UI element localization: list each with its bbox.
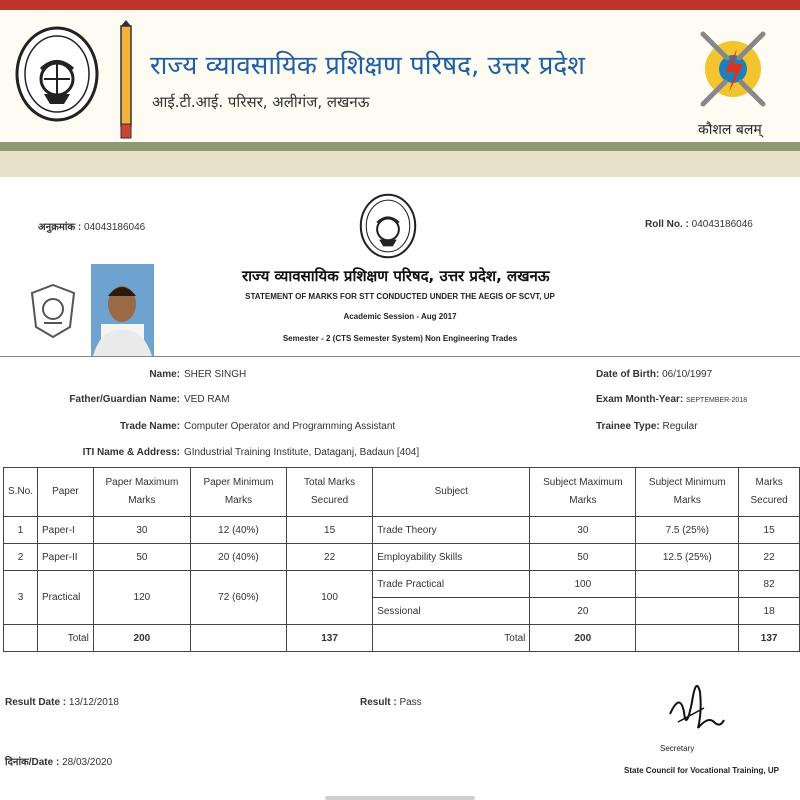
- total-marks-secured: 137: [739, 625, 800, 652]
- row-subject-max: 20: [530, 598, 636, 625]
- row-total: 15: [287, 517, 373, 544]
- col-subject-min-2: Marks: [673, 495, 701, 506]
- col-subject: Subject: [373, 468, 530, 517]
- col-total-2: Secured: [310, 495, 349, 506]
- result-label: Result :: [360, 697, 397, 708]
- total-label: Total: [38, 625, 94, 652]
- father-name: VED RAM: [184, 394, 230, 405]
- signatory-title: Secretary: [660, 744, 695, 753]
- org-title: राज्य व्यावसायिक प्रशिक्षण परिषद, उत्तर प्रदेश: [150, 51, 585, 81]
- header-tan-band: [0, 151, 800, 177]
- org-address: आई.टी.आई. परिसर, अलीगंज, लखनऊ: [152, 93, 370, 111]
- issue-date-label: दिनांक/Date :: [5, 757, 60, 768]
- roll-value: 04043186046: [691, 219, 753, 230]
- issue-date-value: 28/03/2020: [62, 757, 113, 768]
- row-subject-min: [636, 571, 739, 598]
- row-secured: 82: [739, 571, 800, 598]
- dob: [596, 369, 712, 380]
- col-paper-max-2: Marks: [128, 495, 156, 506]
- serial-number: [38, 219, 145, 233]
- result-status: [360, 697, 422, 708]
- exam-label: Exam Month-Year:: [596, 394, 684, 405]
- row-subject: Sessional: [373, 598, 530, 625]
- exam-month: [596, 394, 747, 405]
- council-name: State Council for Vocational Training, UP: [624, 766, 779, 775]
- student-name: SHER SINGH: [184, 369, 247, 380]
- col-subject-min-1: Subject Minimum: [648, 477, 726, 488]
- scrollbar[interactable]: [325, 796, 475, 800]
- total-label-2: Total: [373, 625, 530, 652]
- name-label: Name:: [149, 369, 180, 380]
- total-blank: [4, 625, 38, 652]
- serial-label: अनुक्रमांक :: [38, 222, 82, 233]
- totals-row: [4, 625, 800, 652]
- trainee-value: Regular: [662, 421, 698, 432]
- total-subject-max: 200: [530, 625, 636, 652]
- row-paper-min: 72 (60%): [190, 571, 286, 625]
- col-total: [287, 468, 373, 517]
- row-total: 100: [287, 571, 373, 625]
- iti-name: GIndustrial Training Institute, Dataganj, Badaun [404]: [184, 447, 420, 458]
- row-sno: 1: [4, 517, 38, 544]
- trainee-type: [596, 421, 698, 432]
- total-secured: 137: [287, 625, 373, 652]
- row-paper-min: 12 (40%): [190, 517, 286, 544]
- session-line: Academic Session - Aug 2017: [343, 312, 457, 321]
- row-secured: 15: [739, 517, 800, 544]
- row-subject: Trade Practical: [373, 571, 530, 598]
- col-marks-secured-1: Marks: [755, 477, 783, 488]
- serial-value: 04043186046: [84, 222, 146, 233]
- col-paper-min: [190, 468, 286, 517]
- col-paper-max: [93, 468, 190, 517]
- total-blank: [636, 625, 739, 652]
- semester-line: Semester - 2 (CTS Semester System) Non Engineering Trades: [282, 334, 518, 343]
- col-marks-secured: [739, 468, 800, 517]
- signature-image: [664, 672, 728, 738]
- roll-number: [645, 219, 753, 230]
- col-paper-max-1: Paper Maximum: [105, 477, 179, 488]
- trade-name: Computer Operator and Programming Assistant: [184, 421, 396, 432]
- result-date-value: 13/12/2018: [68, 697, 119, 708]
- col-subject-max: [530, 468, 636, 517]
- col-sno: S.No.: [4, 468, 38, 517]
- row-paper-min: 20 (40%): [190, 544, 286, 571]
- row-paper-max: 120: [93, 571, 190, 625]
- dob-value: 06/10/1997: [662, 369, 713, 380]
- row-sno: 2: [4, 544, 38, 571]
- row-paper-max: 30: [93, 517, 190, 544]
- row-subject-min: [636, 598, 739, 625]
- row-sno: 3: [4, 571, 38, 625]
- col-paper-min-2: Marks: [224, 495, 253, 506]
- total-paper-max: 200: [93, 625, 190, 652]
- exam-value: SEPTEMBER-2018: [686, 397, 748, 404]
- marks-table: [3, 467, 800, 652]
- iti-label: ITI Name & Address:: [82, 447, 180, 458]
- row-subject-max: 30: [530, 517, 636, 544]
- result-value: Pass: [399, 697, 422, 708]
- col-subject-max-2: Marks: [569, 495, 597, 506]
- row-total: 22: [287, 544, 373, 571]
- trainee-label: Trainee Type:: [596, 421, 660, 432]
- result-date-label: Result Date :: [5, 697, 67, 708]
- doc-emblem-icon: [358, 192, 418, 260]
- issue-date: [5, 754, 112, 768]
- total-blank: [190, 625, 286, 652]
- col-paper: Paper: [38, 468, 94, 517]
- father-label: Father/Guardian Name:: [69, 394, 180, 405]
- row-subject-max: 100: [530, 571, 636, 598]
- table-header-row: [4, 468, 800, 517]
- row-subject: Trade Theory: [373, 517, 530, 544]
- row-subject-min: 7.5 (25%): [636, 517, 739, 544]
- col-subject-min: [636, 468, 739, 517]
- up-emblem-icon: [14, 24, 100, 124]
- doc-title: राज्य व्यावसायिक प्रशिक्षण परिषद, उत्तर प्रदेश, लखनऊ: [242, 267, 550, 285]
- row-subject-min: 12.5 (25%): [636, 544, 739, 571]
- col-total-1: Total Marks: [304, 477, 356, 488]
- table-row: [4, 544, 800, 571]
- result-date: [5, 697, 119, 708]
- row-paper: Practical: [38, 571, 94, 625]
- row-secured: 18: [739, 598, 800, 625]
- row-subject: Employability Skills: [373, 544, 530, 571]
- pencil-icon: [118, 20, 134, 140]
- row-paper: Paper-I: [38, 517, 94, 544]
- table-row: [4, 571, 800, 598]
- skill-logo-icon: [697, 24, 769, 114]
- roll-label: Roll No. :: [645, 219, 689, 230]
- skill-slogan: कौशल बलम्: [698, 122, 762, 138]
- table-row: [4, 517, 800, 544]
- header-green-band: [0, 142, 800, 151]
- col-paper-min-1: Paper Minimum: [203, 477, 274, 488]
- top-red-stripe: [0, 0, 800, 10]
- col-marks-secured-2: Secured: [750, 495, 788, 506]
- row-subject-max: 50: [530, 544, 636, 571]
- trade-label: Trade Name:: [119, 421, 180, 432]
- divider: [0, 356, 800, 357]
- dob-label: Date of Birth:: [596, 369, 660, 380]
- row-secured: 22: [739, 544, 800, 571]
- statement-line: STATEMENT OF MARKS FOR STT CONDUCTED UNDER THE AEGIS OF SCVT, UP: [245, 292, 555, 301]
- row-paper-max: 50: [93, 544, 190, 571]
- col-subject-max-1: Subject Maximum: [543, 477, 623, 488]
- row-paper: Paper-II: [38, 544, 94, 571]
